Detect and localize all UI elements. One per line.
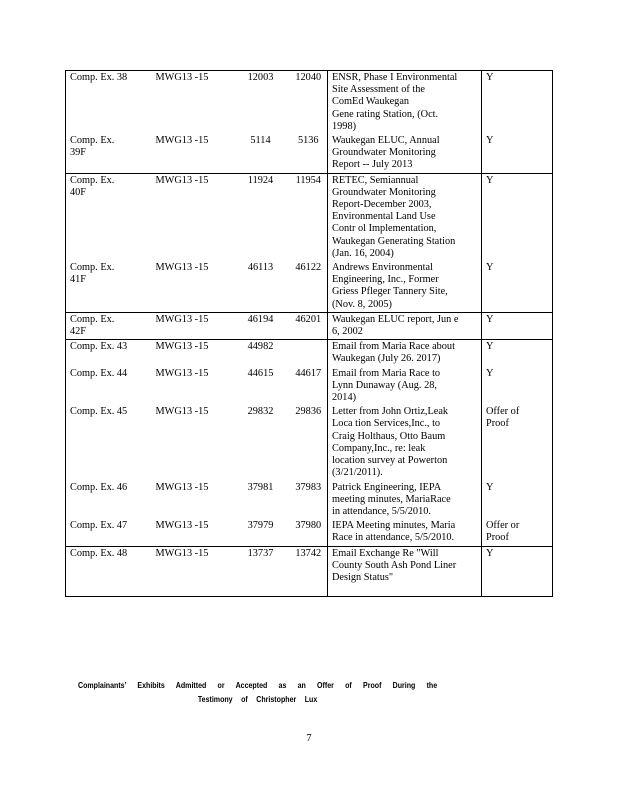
admission-status-text: Offer of Proof <box>486 406 520 430</box>
bates-start-cell <box>232 134 290 173</box>
bates-start-text: 44615 <box>247 367 274 379</box>
exhibit-number-text: Comp. Ex. 42F <box>70 313 115 338</box>
exhibit-description-cell <box>328 71 482 135</box>
table-row <box>66 173 553 261</box>
bates-prefix-text: MWG13 -15 <box>155 406 209 418</box>
bates-end-text: 37980 <box>295 520 322 532</box>
admission-status-cell <box>482 519 553 546</box>
exhibit-number-cell <box>66 340 152 367</box>
bates-end-cell <box>290 71 328 135</box>
bates-start-text: 29832 <box>247 406 274 418</box>
bates-prefix-cell <box>152 312 232 339</box>
bates-end-text: 13742 <box>295 547 322 559</box>
bates-start-cell <box>232 71 290 135</box>
bates-end-text: 5136 <box>297 135 319 147</box>
exhibit-description-cell <box>328 546 482 597</box>
bates-end-cell <box>290 546 328 597</box>
table-row <box>66 312 553 339</box>
bates-end-text: 44617 <box>295 367 322 379</box>
admission-status-text: Y <box>486 262 494 274</box>
bates-start-text: 13737 <box>247 547 274 559</box>
exhibit-number-text: Comp. Ex. 44 <box>70 367 128 379</box>
exhibit-description-text: Waukegan ELUC report, Jun e 6, 2002 <box>332 313 459 338</box>
bates-prefix-cell <box>152 340 232 367</box>
bates-end-cell <box>290 367 328 406</box>
table-row <box>66 261 553 312</box>
exhibit-number-text: Comp. Ex. 40F <box>70 174 115 198</box>
admission-status-cell <box>482 367 553 406</box>
exhibit-number-text: Comp. Ex. 43 <box>70 341 128 353</box>
admission-status-cell <box>482 546 553 597</box>
exhibit-description-text: Andrews Environmental Engineering, Inc., Former Griess Pfleger Tannery Site, (Nov. 8, 2005) <box>332 262 448 310</box>
exhibit-description-cell <box>328 340 482 367</box>
table-caption: Complainants’ Exhibits Admitted or Accepted as an Offer of Proof During the Testimony of Christopher Lux <box>78 680 438 704</box>
bates-end-cell <box>290 261 328 312</box>
bates-start-text: 11924 <box>247 174 274 186</box>
exhibit-number-cell <box>66 405 152 480</box>
exhibit-number-cell <box>66 519 152 546</box>
bates-prefix-cell <box>152 481 232 520</box>
exhibit-number-cell <box>66 261 152 312</box>
exhibit-number-text: Comp. Ex. 47 <box>70 520 128 532</box>
exhibit-description-cell <box>328 367 482 406</box>
bates-prefix-text: MWG13 -15 <box>155 313 209 325</box>
bates-prefix-cell <box>152 173 232 261</box>
admission-status-text: Y <box>486 367 494 379</box>
admission-status-text: Y <box>486 341 494 353</box>
admission-status-text: Offer or Proof <box>486 520 520 544</box>
bates-end-cell <box>290 405 328 480</box>
exhibit-number-text: Comp. Ex. 46 <box>70 481 128 493</box>
bates-end-text: 46201 <box>295 313 322 325</box>
bates-prefix-text: MWG13 -15 <box>155 367 209 379</box>
admission-status-cell <box>482 173 553 261</box>
bates-end-cell <box>290 173 328 261</box>
bates-start-text: 37979 <box>247 520 274 532</box>
bates-start-text: 46113 <box>247 262 274 274</box>
table-row <box>66 71 553 135</box>
bates-end-cell <box>290 519 328 546</box>
bates-start-text: 12003 <box>247 72 274 83</box>
exhibit-description-text: Letter from John Ortiz,Leak Loca tion Services,Inc., to Craig Holthaus, Otto Baum Company,Inc., re: leak location survey at Powerton (3/21/2011). <box>332 406 449 479</box>
bates-start-cell <box>232 546 290 597</box>
bates-prefix-text: MWG13 -15 <box>155 174 209 186</box>
bates-end-text: 12040 <box>295 72 322 83</box>
exhibit-rows <box>66 71 553 597</box>
admission-status-text: Y <box>486 313 494 325</box>
exhibit-description-text: Email from Maria Race about Waukegan (July 26. 2017) <box>332 341 455 365</box>
admission-status-text: Y <box>486 72 494 83</box>
admission-status-cell <box>482 312 553 339</box>
exhibit-description-cell <box>328 312 482 339</box>
bates-prefix-text: MWG13 -15 <box>155 72 209 83</box>
exhibit-number-text: Comp. Ex. 48 <box>70 547 128 559</box>
exhibit-description-cell <box>328 173 482 261</box>
exhibit-description-text: Waukegan ELUC, Annual Groundwater Monitoring Report -- July 2013 <box>332 135 440 171</box>
exhibit-description-cell <box>328 134 482 173</box>
exhibit-description-text: Email from Maria Race to Lynn Dunaway (Aug. 28, 2014) <box>332 367 441 404</box>
exhibit-number-text: Comp. Ex. 38 <box>70 72 128 83</box>
exhibit-description-text: RETEC, Semiannual Groundwater Monitoring Report-December 2003, Environmental Land Use Contr ol Implementation, Waukegan Generating Station (Jan. 16, 2004) <box>332 174 456 259</box>
bates-prefix-text: MWG13 -15 <box>155 262 209 274</box>
table-row <box>66 546 553 597</box>
bates-start-text: 37981 <box>247 481 274 493</box>
exhibit-number-cell <box>66 71 152 135</box>
table-row <box>66 481 553 520</box>
bates-prefix-text: MWG13 -15 <box>155 341 209 353</box>
admission-status-cell <box>482 71 553 135</box>
bates-end-text: 11954 <box>295 174 321 186</box>
admission-status-cell <box>482 481 553 520</box>
exhibit-description-text: Patrick Engineering, IEPA meeting minutes, MariaRace in attendance, 5/5/2010. <box>332 481 451 517</box>
bates-start-text: 5114 <box>250 135 271 147</box>
exhibit-description-cell <box>328 261 482 312</box>
exhibit-number-cell <box>66 481 152 520</box>
exhibit-table <box>65 70 553 597</box>
bates-prefix-text: MWG13 -15 <box>155 547 209 559</box>
admission-status-text: Y <box>486 135 494 147</box>
table-row <box>66 367 553 406</box>
admission-status-cell <box>482 405 553 480</box>
table-row <box>66 519 553 546</box>
bates-start-cell <box>232 481 290 520</box>
bates-end-text: 46122 <box>295 262 322 274</box>
admission-status-text: Y <box>486 547 494 559</box>
exhibit-number-text: Comp. Ex. 39F <box>70 135 115 159</box>
exhibit-number-cell <box>66 173 152 261</box>
exhibit-description-text: ENSR, Phase I Environmental Site Assessment of the ComEd Waukegan Gene rating Station, (Oct. 1998) <box>332 72 458 132</box>
bates-end-text: 29836 <box>295 406 322 418</box>
bates-start-cell <box>232 173 290 261</box>
table-row <box>66 405 553 480</box>
admission-status-cell <box>482 134 553 173</box>
admission-status-cell <box>482 261 553 312</box>
exhibit-description-cell <box>328 405 482 480</box>
bates-start-cell <box>232 261 290 312</box>
bates-start-cell <box>232 367 290 406</box>
bates-prefix-text: MWG13 -15 <box>155 481 209 493</box>
admission-status-text: Y <box>486 174 494 186</box>
bates-prefix-cell <box>152 519 232 546</box>
exhibit-number-text: Comp. Ex. 45 <box>70 406 128 418</box>
bates-prefix-text: MWG13 -15 <box>155 135 209 147</box>
exhibit-number-text: Comp. Ex. 41F <box>70 262 115 286</box>
exhibit-description-text: IEPA Meeting minutes, Maria Race in attendance, 5/5/2010. <box>332 520 456 544</box>
bates-start-text: 44982 <box>247 341 274 353</box>
exhibit-number-cell <box>66 367 152 406</box>
bates-prefix-cell <box>152 71 232 135</box>
bates-end-cell <box>290 312 328 339</box>
table-row <box>66 134 553 173</box>
bates-prefix-cell <box>152 405 232 480</box>
bates-start-cell <box>232 312 290 339</box>
bates-prefix-text: MWG13 -15 <box>155 520 209 532</box>
exhibit-description-text: Email Exchange Re "Will County South Ash Pond Liner Design Status" <box>332 547 457 583</box>
admission-status-cell <box>482 340 553 367</box>
bates-start-text: 46194 <box>247 313 274 325</box>
exhibit-number-cell <box>66 546 152 597</box>
exhibit-number-cell <box>66 312 152 339</box>
table-row <box>66 340 553 367</box>
bates-start-cell <box>232 519 290 546</box>
bates-start-cell <box>232 340 290 367</box>
exhibit-description-cell <box>328 481 482 520</box>
bates-start-cell <box>232 405 290 480</box>
exhibit-number-cell <box>66 134 152 173</box>
bates-end-text: 37983 <box>295 481 322 493</box>
exhibit-description-cell <box>328 519 482 546</box>
bates-end-cell <box>290 481 328 520</box>
bates-prefix-cell <box>152 367 232 406</box>
admission-status-text: Y <box>486 481 494 493</box>
bates-prefix-cell <box>152 546 232 597</box>
page-number: 7 <box>306 733 312 744</box>
bates-prefix-cell <box>152 261 232 312</box>
bates-end-cell <box>290 134 328 173</box>
bates-prefix-cell <box>152 134 232 173</box>
bates-end-cell <box>290 340 328 367</box>
